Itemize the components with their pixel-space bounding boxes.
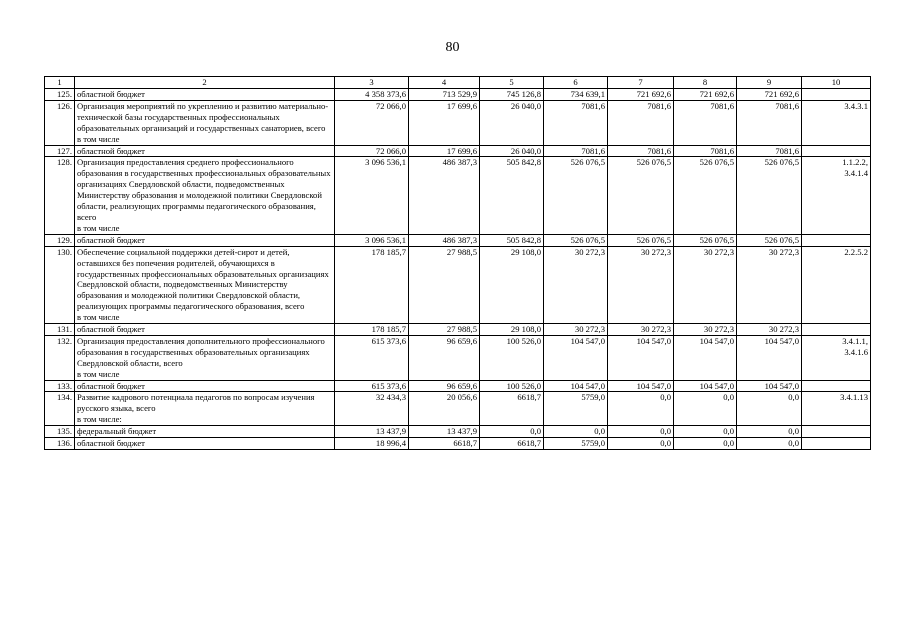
- value-cell: 6618,7: [480, 392, 544, 426]
- value-cell: 104 547,0: [544, 380, 608, 392]
- description-cell: областной бюджет: [75, 234, 335, 246]
- row-number-cell: 125.: [45, 89, 75, 101]
- value-cell: 505 842,8: [480, 234, 544, 246]
- value-cell: 0,0: [737, 426, 802, 438]
- header-cell: 5: [480, 77, 544, 89]
- value-cell: 104 547,0: [674, 335, 737, 380]
- value-cell: 104 547,0: [544, 335, 608, 380]
- row-number-cell: 135.: [45, 426, 75, 438]
- value-cell: 72 066,0: [335, 145, 409, 157]
- reference-cell: [802, 145, 871, 157]
- value-cell: 13 437,9: [335, 426, 409, 438]
- table-row: [45, 380, 871, 392]
- description-cell: Обеспечение социальной поддержки детей-сирот и детей, оставшихся без попечения родителей, обучающихся в государственных профессиональных образовательных организациях Свердловской области, подведомственных Министерству образования и молодежной политики Свердловской области, реализующих программы педагогического образования, всего в том числе: [75, 246, 335, 323]
- value-cell: 100 526,0: [480, 380, 544, 392]
- value-cell: 615 373,6: [335, 335, 409, 380]
- reference-cell: [802, 324, 871, 336]
- table-row: [45, 438, 871, 450]
- value-cell: 0,0: [674, 392, 737, 426]
- value-cell: 178 185,7: [335, 324, 409, 336]
- header-cell: 6: [544, 77, 608, 89]
- description-cell: Организация предоставления дополнительного профессионального образования в государственных образовательных организациях Свердловской области, всего в том числе: [75, 335, 335, 380]
- description-cell: областной бюджет: [75, 89, 335, 101]
- reference-cell: [802, 380, 871, 392]
- value-cell: 0,0: [737, 438, 802, 450]
- value-cell: 30 272,3: [737, 324, 802, 336]
- reference-cell: 3.4.1.13: [802, 392, 871, 426]
- header-cell: 9: [737, 77, 802, 89]
- value-cell: 29 108,0: [480, 324, 544, 336]
- value-cell: 526 076,5: [737, 157, 802, 234]
- header-cell: 3: [335, 77, 409, 89]
- table-row: [45, 89, 871, 101]
- value-cell: 526 076,5: [544, 157, 608, 234]
- value-cell: 30 272,3: [608, 324, 674, 336]
- value-cell: 104 547,0: [608, 335, 674, 380]
- table-row: [45, 100, 871, 145]
- description-cell: Организация предоставления среднего профессионального образования в государственных профессиональных образовательных организациях Свердловской области, подведомственных Министерству образования и молодежной политики Свердловской области, реализующих программы педагогического образования, всего в том числе: [75, 157, 335, 234]
- header-cell: 10: [802, 77, 871, 89]
- reference-cell: [802, 234, 871, 246]
- table-row: [45, 392, 871, 426]
- row-number-cell: 133.: [45, 380, 75, 392]
- value-cell: 486 387,3: [409, 157, 480, 234]
- table-row: [45, 157, 871, 234]
- value-cell: 526 076,5: [608, 157, 674, 234]
- value-cell: 7081,6: [608, 100, 674, 145]
- value-cell: 526 076,5: [674, 157, 737, 234]
- header-cell: 7: [608, 77, 674, 89]
- reference-cell: [802, 89, 871, 101]
- header-cell: 8: [674, 77, 737, 89]
- value-cell: 0,0: [480, 426, 544, 438]
- reference-cell: [802, 426, 871, 438]
- value-cell: 7081,6: [737, 145, 802, 157]
- table-row: [45, 246, 871, 323]
- row-number-cell: 127.: [45, 145, 75, 157]
- table-row: [45, 145, 871, 157]
- row-number-cell: 129.: [45, 234, 75, 246]
- value-cell: 27 988,5: [409, 246, 480, 323]
- value-cell: 30 272,3: [674, 246, 737, 323]
- value-cell: 26 040,0: [480, 100, 544, 145]
- value-cell: 6618,7: [480, 438, 544, 450]
- table-row: [45, 324, 871, 336]
- table-row: [45, 335, 871, 380]
- reference-cell: [802, 438, 871, 450]
- description-cell: федеральный бюджет: [75, 426, 335, 438]
- header-cell: 4: [409, 77, 480, 89]
- value-cell: 721 692,6: [674, 89, 737, 101]
- header-cell: 1: [45, 77, 75, 89]
- value-cell: 486 387,3: [409, 234, 480, 246]
- value-cell: 30 272,3: [608, 246, 674, 323]
- value-cell: 17 699,6: [409, 100, 480, 145]
- row-number-cell: 134.: [45, 392, 75, 426]
- value-cell: 6618,7: [409, 438, 480, 450]
- row-number-cell: 126.: [45, 100, 75, 145]
- description-cell: областной бюджет: [75, 438, 335, 450]
- value-cell: 13 437,9: [409, 426, 480, 438]
- value-cell: 5759,0: [544, 438, 608, 450]
- description-cell: областной бюджет: [75, 324, 335, 336]
- reference-cell: 3.4.1.1, 3.4.1.6: [802, 335, 871, 380]
- reference-cell: 1.1.2.2, 3.4.1.4: [802, 157, 871, 234]
- value-cell: 3 096 536,1: [335, 157, 409, 234]
- value-cell: 26 040,0: [480, 145, 544, 157]
- reference-cell: 2.2.5.2: [802, 246, 871, 323]
- value-cell: 713 529,9: [409, 89, 480, 101]
- value-cell: 0,0: [608, 426, 674, 438]
- value-cell: 29 108,0: [480, 246, 544, 323]
- value-cell: 526 076,5: [544, 234, 608, 246]
- header-cell: 2: [75, 77, 335, 89]
- value-cell: 0,0: [544, 426, 608, 438]
- value-cell: 0,0: [674, 426, 737, 438]
- value-cell: 721 692,6: [737, 89, 802, 101]
- value-cell: 72 066,0: [335, 100, 409, 145]
- value-cell: 4 358 373,6: [335, 89, 409, 101]
- value-cell: 5759,0: [544, 392, 608, 426]
- value-cell: 7081,6: [674, 145, 737, 157]
- value-cell: 96 659,6: [409, 380, 480, 392]
- value-cell: 7081,6: [544, 145, 608, 157]
- value-cell: 3 096 536,1: [335, 234, 409, 246]
- table-row: [45, 426, 871, 438]
- value-cell: 104 547,0: [674, 380, 737, 392]
- value-cell: 30 272,3: [544, 246, 608, 323]
- value-cell: 615 373,6: [335, 380, 409, 392]
- value-cell: 30 272,3: [544, 324, 608, 336]
- value-cell: 178 185,7: [335, 246, 409, 323]
- value-cell: 100 526,0: [480, 335, 544, 380]
- value-cell: 30 272,3: [737, 246, 802, 323]
- row-number-cell: 130.: [45, 246, 75, 323]
- value-cell: 721 692,6: [608, 89, 674, 101]
- value-cell: 0,0: [608, 392, 674, 426]
- page-number: 80: [445, 40, 460, 55]
- value-cell: 20 056,6: [409, 392, 480, 426]
- value-cell: 505 842,8: [480, 157, 544, 234]
- value-cell: 104 547,0: [737, 335, 802, 380]
- value-cell: 526 076,5: [674, 234, 737, 246]
- row-number-cell: 132.: [45, 335, 75, 380]
- value-cell: 745 126,8: [480, 89, 544, 101]
- table-header-row: [45, 77, 871, 89]
- value-cell: 27 988,5: [409, 324, 480, 336]
- value-cell: 7081,6: [608, 145, 674, 157]
- description-cell: Организация мероприятий по укреплению и развитию материально-технической базы государственных профессиональных образовательных организаций и государственных санаториев, всего в том числе: [75, 100, 335, 145]
- value-cell: 0,0: [737, 392, 802, 426]
- value-cell: 7081,6: [544, 100, 608, 145]
- value-cell: 7081,6: [737, 100, 802, 145]
- row-number-cell: 136.: [45, 438, 75, 450]
- value-cell: 32 434,3: [335, 392, 409, 426]
- description-cell: областной бюджет: [75, 145, 335, 157]
- row-number-cell: 131.: [45, 324, 75, 336]
- value-cell: 104 547,0: [608, 380, 674, 392]
- value-cell: 104 547,0: [737, 380, 802, 392]
- value-cell: 734 639,1: [544, 89, 608, 101]
- value-cell: 7081,6: [674, 100, 737, 145]
- value-cell: 526 076,5: [737, 234, 802, 246]
- value-cell: 0,0: [608, 438, 674, 450]
- description-cell: Развитие кадрового потенциала педагогов по вопросам изучения русского языка, всего в том числе:: [75, 392, 335, 426]
- description-cell: областной бюджет: [75, 380, 335, 392]
- table-row: [45, 234, 871, 246]
- row-number-cell: 128.: [45, 157, 75, 234]
- reference-cell: 3.4.3.1: [802, 100, 871, 145]
- value-cell: 30 272,3: [674, 324, 737, 336]
- value-cell: 18 996,4: [335, 438, 409, 450]
- value-cell: 96 659,6: [409, 335, 480, 380]
- value-cell: 526 076,5: [608, 234, 674, 246]
- value-cell: 17 699,6: [409, 145, 480, 157]
- value-cell: 0,0: [674, 438, 737, 450]
- budget-table: [44, 76, 871, 450]
